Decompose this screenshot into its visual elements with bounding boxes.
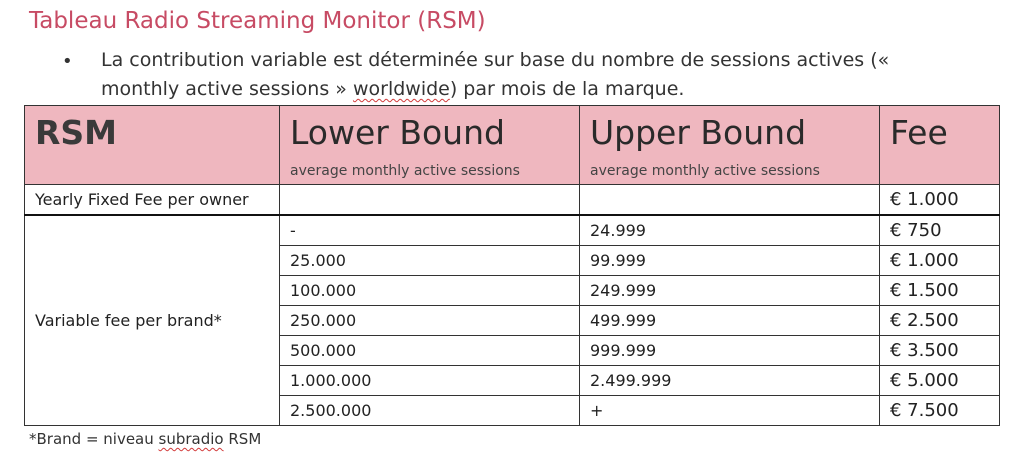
- upper-bound-cell: 2.499.999: [580, 366, 880, 396]
- header-rsm: [25, 106, 280, 185]
- bullet-marker: •: [62, 51, 73, 72]
- fee-cell: € 5.000: [880, 366, 1000, 396]
- fee-cell: € 2.500: [880, 306, 1000, 336]
- lower-bound-cell: -: [280, 215, 580, 246]
- bullet-line-2-end: ) par mois de la marque.: [449, 78, 685, 100]
- bullet-line-1: La contribution variable est déterminée sur base du nombre de sessions actives («: [101, 49, 890, 71]
- fixed-fee-lower: [280, 185, 580, 216]
- lower-bound-cell: 25.000: [280, 246, 580, 276]
- header-lower-bound: [280, 106, 580, 185]
- fixed-fee-amount: € 1.000: [880, 185, 1000, 216]
- fee-cell: € 1.500: [880, 276, 1000, 306]
- table-row-fixed-fee: [25, 185, 1000, 216]
- header-upper-bound-sub: average monthly active sessions: [590, 163, 820, 179]
- footnote-start: *Brand = niveau: [29, 430, 159, 448]
- fee-cell: € 1.000: [880, 246, 1000, 276]
- header-upper-bound: [580, 106, 880, 185]
- fee-cell: € 3.500: [880, 336, 1000, 366]
- header-rsm-title: RSM: [35, 113, 118, 152]
- header-upper-bound-title: Upper Bound: [590, 113, 807, 152]
- header-lower-bound-title: Lower Bound: [290, 113, 505, 152]
- upper-bound-cell: 999.999: [580, 336, 880, 366]
- table-header-row: [25, 106, 1000, 185]
- upper-bound-cell: +: [580, 396, 880, 426]
- fee-cell: € 7.500: [880, 396, 1000, 426]
- lower-bound-cell: 2.500.000: [280, 396, 580, 426]
- footnote: [29, 430, 261, 448]
- header-fee: [880, 106, 1000, 185]
- lower-bound-cell: 1.000.000: [280, 366, 580, 396]
- lower-bound-cell: 100.000: [280, 276, 580, 306]
- table-row: [25, 215, 1000, 246]
- spellcheck-word-worldwide: worldwide: [352, 78, 450, 100]
- fixed-fee-label: Yearly Fixed Fee per owner: [25, 185, 280, 216]
- fixed-fee-upper: [580, 185, 880, 216]
- upper-bound-cell: 24.999: [580, 215, 880, 246]
- variable-fee-label: Variable fee per brand*: [25, 215, 280, 426]
- rsm-fee-table: [24, 105, 1000, 426]
- fee-cell: € 750: [880, 215, 1000, 246]
- spellcheck-word-subradio: subradio: [158, 430, 224, 448]
- upper-bound-cell: 499.999: [580, 306, 880, 336]
- footnote-end: RSM: [223, 430, 262, 448]
- lower-bound-cell: 500.000: [280, 336, 580, 366]
- lower-bound-cell: 250.000: [280, 306, 580, 336]
- header-fee-title: Fee: [890, 113, 948, 152]
- bullet-paragraph: [62, 46, 962, 104]
- header-lower-bound-sub: average monthly active sessions: [290, 163, 520, 179]
- page-title: Tableau Radio Streaming Monitor (RSM): [29, 8, 486, 34]
- upper-bound-cell: 99.999: [580, 246, 880, 276]
- bullet-line-2: [101, 75, 962, 104]
- upper-bound-cell: 249.999: [580, 276, 880, 306]
- bullet-line-2-start: monthly active sessions »: [101, 78, 353, 100]
